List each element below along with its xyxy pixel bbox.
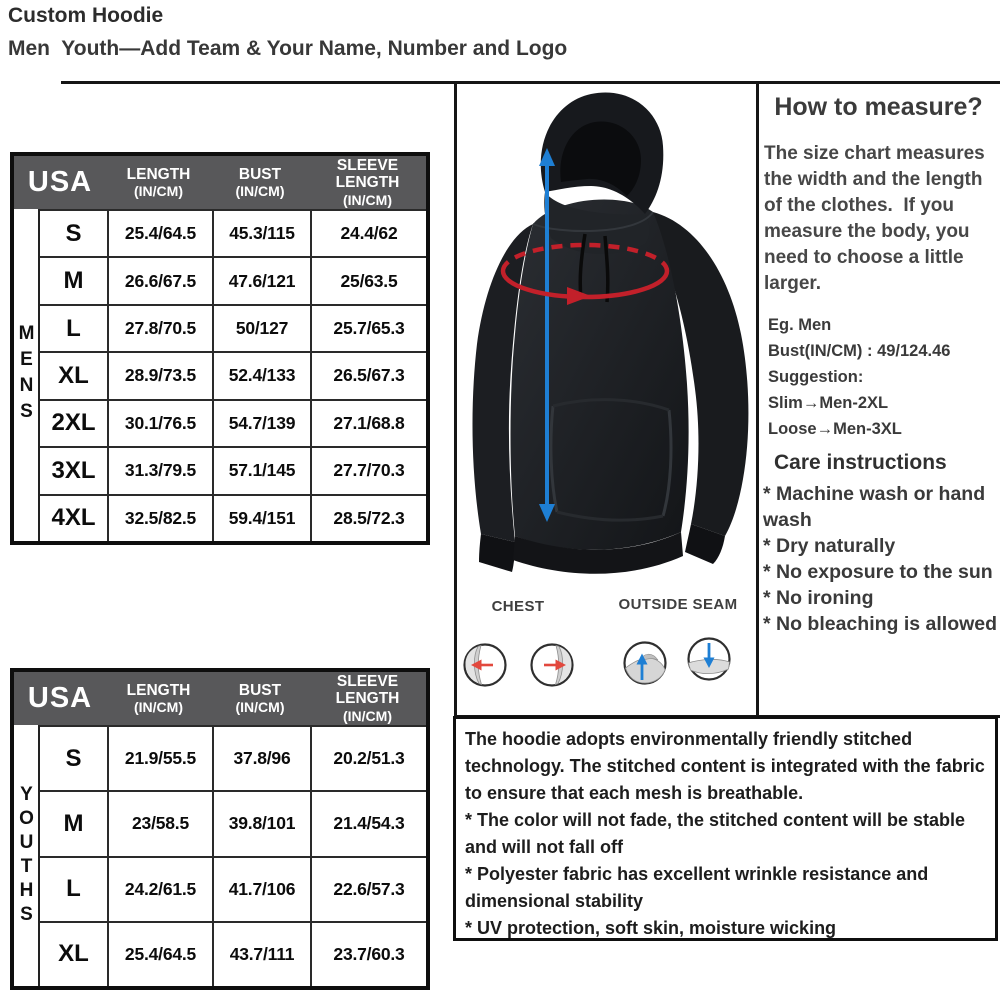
table-cell: 21.4/54.3 <box>312 790 426 855</box>
table-cell: 3XL <box>40 446 109 493</box>
table-cell: 52.4/133 <box>214 351 312 398</box>
table-cell: 57.1/145 <box>214 446 312 493</box>
how-to-measure-heading: How to measure? <box>774 93 983 121</box>
table-cell: 27.1/68.8 <box>312 399 426 446</box>
table-cell: L <box>40 304 109 351</box>
table-cell: 25.7/65.3 <box>312 304 426 351</box>
youths-table-body <box>40 725 426 986</box>
column-header-usa: USA <box>27 166 93 198</box>
youths-group-label: YOUTHS <box>14 725 40 986</box>
chest-measure-left-icon <box>462 642 508 688</box>
care-item: * Machine wash or hand wash <box>763 483 986 531</box>
mens-size-table <box>10 152 430 545</box>
table-cell: 28.5/72.3 <box>312 494 426 541</box>
table-cell: 23/58.5 <box>109 790 214 855</box>
table-cell: 32.5/82.5 <box>109 494 214 541</box>
table-cell: S <box>40 209 109 256</box>
table-cell: 54.7/139 <box>214 399 312 446</box>
column-header-length: LENGTH (IN/CM) <box>126 165 191 200</box>
table-cell: 4XL <box>40 494 109 541</box>
table-cell: 59.4/151 <box>214 494 312 541</box>
hoodie-product-image <box>457 84 755 584</box>
table-cell: 20.2/51.3 <box>312 725 426 790</box>
how-to-measure-text: The size chart measures the width and the length of the clothes. If you measure the body, you need to choose a little larger. <box>764 143 990 294</box>
column-header-bust: BUST (IN/CM) <box>235 165 285 200</box>
table-cell: 39.8/101 <box>214 790 312 855</box>
example-line: Bust(IN/CM) : 49/124.46 <box>768 342 951 360</box>
care-item: * No exposure to the sun <box>763 561 993 583</box>
youths-table-header <box>14 672 426 725</box>
table-cell: 30.1/76.5 <box>109 399 214 446</box>
column-header-usa: USA <box>27 682 93 714</box>
table-cell: 25/63.5 <box>312 256 426 303</box>
care-instructions-list <box>763 481 1000 637</box>
seam-measure-down-icon <box>686 636 732 682</box>
table-cell: 22.6/57.3 <box>312 856 426 921</box>
example-line: Eg. Men <box>768 316 832 334</box>
column-header-bust: BUST (IN/CM) <box>235 681 285 716</box>
youths-size-table <box>10 668 430 990</box>
example-line: Suggestion: <box>768 368 864 386</box>
care-item: * No ironing <box>763 587 874 609</box>
table-cell: 26.5/67.3 <box>312 351 426 398</box>
care-item: * Dry naturally <box>763 535 896 557</box>
seam-measure-up-icon <box>622 640 668 686</box>
table-cell: 2XL <box>40 399 109 446</box>
column-header-length: LENGTH (IN/CM) <box>126 681 191 716</box>
table-cell: 26.6/67.5 <box>109 256 214 303</box>
outside-seam-label: OUTSIDE SEAM <box>618 596 738 613</box>
table-cell: XL <box>40 921 109 986</box>
column-header-sleeve: SLEEVE LENGTH (IN/CM) <box>335 672 400 725</box>
table-cell: L <box>40 856 109 921</box>
table-cell: 45.3/115 <box>214 209 312 256</box>
chest-label: CHEST <box>491 598 545 615</box>
table-cell: 43.7/111 <box>214 921 312 986</box>
table-cell: 28.9/73.5 <box>109 351 214 398</box>
mens-table-header <box>14 156 426 209</box>
care-instructions-heading: Care instructions <box>774 451 947 474</box>
table-cell: 27.7/70.3 <box>312 446 426 493</box>
example-line: Slim→Men-2XL <box>768 394 889 412</box>
middle-right-divider <box>756 81 759 718</box>
column-header-sleeve: SLEEVE LENGTH (IN/CM) <box>335 156 400 209</box>
table-cell: XL <box>40 351 109 398</box>
chest-measure-right-icon <box>529 642 575 688</box>
feature-item: * Polyester fabric has excellent wrinkle resistance and dimensional stability <box>465 864 929 911</box>
mens-table-body <box>40 209 426 541</box>
fabric-features-panel <box>453 716 998 941</box>
feature-item: * The color will not fade, the stitched content will be stable and will not fall off <box>465 810 966 857</box>
table-cell: S <box>40 725 109 790</box>
table-cell: 31.3/79.5 <box>109 446 214 493</box>
table-cell: 41.7/106 <box>214 856 312 921</box>
size-example-block <box>768 312 950 442</box>
mens-group-label: MENS <box>14 209 40 541</box>
table-cell: 25.4/64.5 <box>109 209 214 256</box>
care-item: * No bleaching is allowed <box>763 613 998 635</box>
table-cell: M <box>40 256 109 303</box>
table-cell: 47.6/121 <box>214 256 312 303</box>
features-intro: The hoodie adopts environmentally friendly stitched technology. The stitched content is integrated with the fabric to ensure that each mesh is breathable. <box>465 729 985 803</box>
table-cell: 50/127 <box>214 304 312 351</box>
table-cell: 23.7/60.3 <box>312 921 426 986</box>
table-cell: 27.8/70.5 <box>109 304 214 351</box>
table-cell: 24.2/61.5 <box>109 856 214 921</box>
page-title: Custom Hoodie <box>8 4 164 27</box>
page-subtitle: Men Youth—Add Team & Your Name, Number and Logo <box>8 37 568 60</box>
table-cell: 24.4/62 <box>312 209 426 256</box>
table-cell: 21.9/55.5 <box>109 725 214 790</box>
feature-item: * UV protection, soft skin, moisture wicking <box>465 918 837 938</box>
table-cell: 37.8/96 <box>214 725 312 790</box>
table-cell: 25.4/64.5 <box>109 921 214 986</box>
example-line: Loose→Men-3XL <box>768 420 902 438</box>
table-cell: M <box>40 790 109 855</box>
